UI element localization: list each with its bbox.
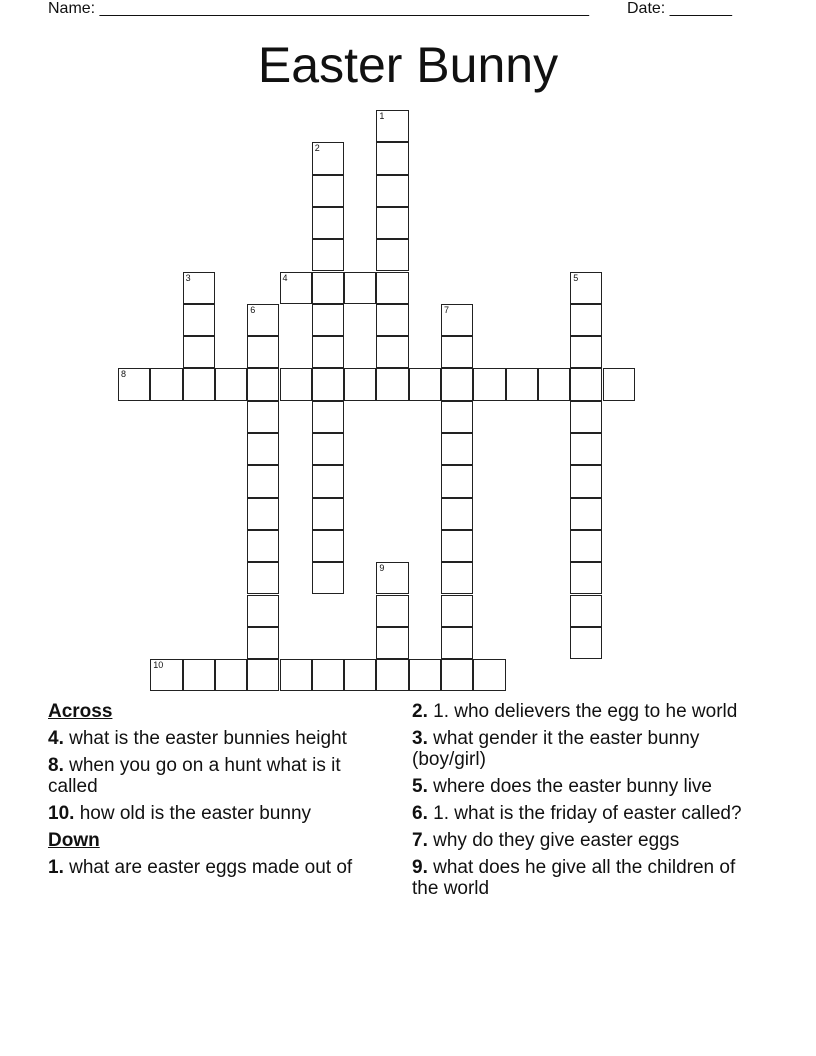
clue-number: 4. [48, 728, 64, 749]
crossword-cell[interactable] [150, 368, 182, 400]
clue-number: 2. [412, 701, 428, 722]
crossword-cell[interactable] [570, 368, 602, 400]
clue-number-label: 3 [185, 272, 191, 283]
crossword-cell[interactable] [441, 368, 473, 400]
crossword-cell[interactable] [603, 368, 635, 400]
crossword-cell[interactable] [247, 562, 279, 594]
clue-down-2 [412, 701, 752, 722]
crossword-cell[interactable] [312, 562, 344, 594]
crossword-cell[interactable] [247, 627, 279, 659]
clue-text: why do they give easter eggs [427, 830, 680, 851]
clue-number: 6. [412, 803, 428, 824]
crossword-cell[interactable] [409, 368, 441, 400]
crossword-cell[interactable] [215, 659, 247, 691]
crossword-cell[interactable] [441, 465, 473, 497]
crossword-cell[interactable] [312, 401, 344, 433]
crossword-cell[interactable] [376, 207, 408, 239]
crossword-cell[interactable] [441, 595, 473, 627]
clue-number-label: 9 [379, 563, 385, 574]
crossword-cell[interactable] [570, 336, 602, 368]
crossword-cell[interactable] [376, 368, 408, 400]
crossword-cell[interactable] [376, 239, 408, 271]
crossword-cell[interactable] [312, 304, 344, 336]
clue-across-10 [48, 803, 388, 824]
crossword-cell[interactable] [376, 142, 408, 174]
crossword-cell[interactable] [247, 368, 279, 400]
clues-column-left [48, 701, 388, 884]
crossword-cell[interactable] [247, 465, 279, 497]
crossword-cell[interactable] [376, 304, 408, 336]
crossword-cell[interactable] [538, 368, 570, 400]
crossword-cell[interactable] [312, 659, 344, 691]
crossword-cell[interactable] [183, 368, 215, 400]
crossword-cell[interactable] [247, 304, 279, 336]
crossword-cell[interactable] [441, 336, 473, 368]
crossword-cell[interactable] [441, 304, 473, 336]
crossword-cell[interactable] [376, 595, 408, 627]
crossword-cell[interactable] [570, 465, 602, 497]
clue-text: what is the easter bunnies height [63, 728, 347, 749]
crossword-cell[interactable] [344, 659, 376, 691]
crossword-cell[interactable] [570, 401, 602, 433]
clue-text: what are easter eggs made out of [63, 857, 353, 878]
crossword-cell[interactable] [441, 562, 473, 594]
clue-number-label: 4 [282, 272, 288, 283]
name-field-label: Name: _______________________________________________________ [48, 0, 589, 17]
crossword-cell[interactable] [570, 627, 602, 659]
clue-number: 7. [412, 830, 428, 851]
clue-down-1 [48, 857, 388, 878]
crossword-cell[interactable] [344, 368, 376, 400]
crossword-cell[interactable] [570, 433, 602, 465]
crossword-cell[interactable] [183, 336, 215, 368]
crossword-cell[interactable] [473, 659, 505, 691]
clue-number-label: 2 [314, 143, 320, 154]
clue-number-label: 6 [250, 304, 256, 315]
crossword-cell[interactable] [247, 530, 279, 562]
clue-down-9 [412, 857, 752, 899]
clue-number-label: 8 [121, 369, 127, 380]
crossword-cell[interactable] [312, 433, 344, 465]
clue-number: 10. [48, 803, 75, 824]
clue-down-6 [412, 803, 752, 824]
crossword-cell[interactable] [312, 175, 344, 207]
clue-down-5 [412, 776, 752, 797]
crossword-cell[interactable] [183, 304, 215, 336]
crossword-cell[interactable] [570, 562, 602, 594]
crossword-cell[interactable] [280, 368, 312, 400]
crossword-cell[interactable] [183, 272, 215, 304]
clue-text: 1. who delievers the egg to he world [427, 701, 738, 722]
crossword-cell[interactable] [570, 498, 602, 530]
across-heading: Across [48, 701, 113, 722]
crossword-cell[interactable] [506, 368, 538, 400]
clue-across-4 [48, 728, 388, 749]
crossword-cell[interactable] [441, 530, 473, 562]
clue-text: what gender it the easter bunny (boy/girl) [412, 728, 700, 770]
crossword-cell[interactable] [280, 272, 312, 304]
clue-number-label: 7 [444, 304, 450, 315]
clue-number: 5. [412, 776, 428, 797]
crossword-cell[interactable] [570, 595, 602, 627]
crossword-cell[interactable] [312, 465, 344, 497]
crossword-cell[interactable] [344, 272, 376, 304]
crossword-cell[interactable] [247, 336, 279, 368]
crossword-cell[interactable] [312, 498, 344, 530]
crossword-cell[interactable] [473, 368, 505, 400]
clue-down-3 [412, 728, 752, 770]
crossword-cell[interactable] [247, 595, 279, 627]
crossword-cell[interactable] [376, 110, 408, 142]
crossword-cell[interactable] [376, 627, 408, 659]
crossword-cell[interactable] [376, 272, 408, 304]
crossword-cell[interactable] [441, 401, 473, 433]
clue-number: 3. [412, 728, 428, 749]
page-title: Easter Bunny [257, 37, 559, 93]
crossword-cell[interactable] [312, 239, 344, 271]
crossword-cell[interactable] [570, 304, 602, 336]
crossword-cell[interactable] [183, 659, 215, 691]
clue-number-label: 1 [379, 111, 385, 121]
clue-text: when you go on a hunt what is it called [48, 755, 341, 797]
crossword-cell[interactable] [376, 659, 408, 691]
clue-number: 8. [48, 755, 64, 776]
crossword-cell[interactable] [441, 627, 473, 659]
crossword-cell[interactable] [312, 207, 344, 239]
clue-number: 1. [48, 857, 64, 878]
clue-text: how old is the easter bunny [74, 803, 312, 824]
crossword-cell[interactable] [570, 272, 602, 304]
crossword-cell[interactable] [376, 562, 408, 594]
clue-number-label: 10 [153, 660, 164, 671]
crossword-cell[interactable] [441, 433, 473, 465]
down-heading: Down [48, 830, 100, 851]
clue-text: 1. what is the friday of easter called? [427, 803, 742, 824]
crossword-cell[interactable] [441, 659, 473, 691]
crossword-cell[interactable] [312, 142, 344, 174]
crossword-cell[interactable] [150, 659, 182, 691]
crossword-cell[interactable] [312, 530, 344, 562]
clues-column-right [412, 701, 752, 905]
crossword-cell[interactable] [376, 336, 408, 368]
clue-number-label: 5 [573, 272, 579, 283]
crossword-cell[interactable] [376, 175, 408, 207]
crossword-cell[interactable] [247, 498, 279, 530]
crossword-cell[interactable] [118, 368, 150, 400]
crossword-cell[interactable] [280, 659, 312, 691]
clue-text: what does he give all the children of the world [412, 857, 736, 899]
crossword-cell[interactable] [312, 368, 344, 400]
crossword-cell[interactable] [570, 530, 602, 562]
date-field-label: Date: _______ [627, 0, 732, 17]
crossword-cell[interactable] [409, 659, 441, 691]
clue-text: where does the easter bunny live [427, 776, 712, 797]
crossword-cell[interactable] [441, 498, 473, 530]
clue-number: 9. [412, 857, 428, 878]
crossword-cell[interactable] [215, 368, 247, 400]
crossword-cell[interactable] [312, 336, 344, 368]
crossword-cell[interactable] [247, 659, 279, 691]
crossword-cell[interactable] [247, 401, 279, 433]
crossword-cell[interactable] [247, 433, 279, 465]
crossword-cell[interactable] [312, 272, 344, 304]
clue-down-7 [412, 830, 752, 851]
clue-across-8 [48, 755, 388, 797]
